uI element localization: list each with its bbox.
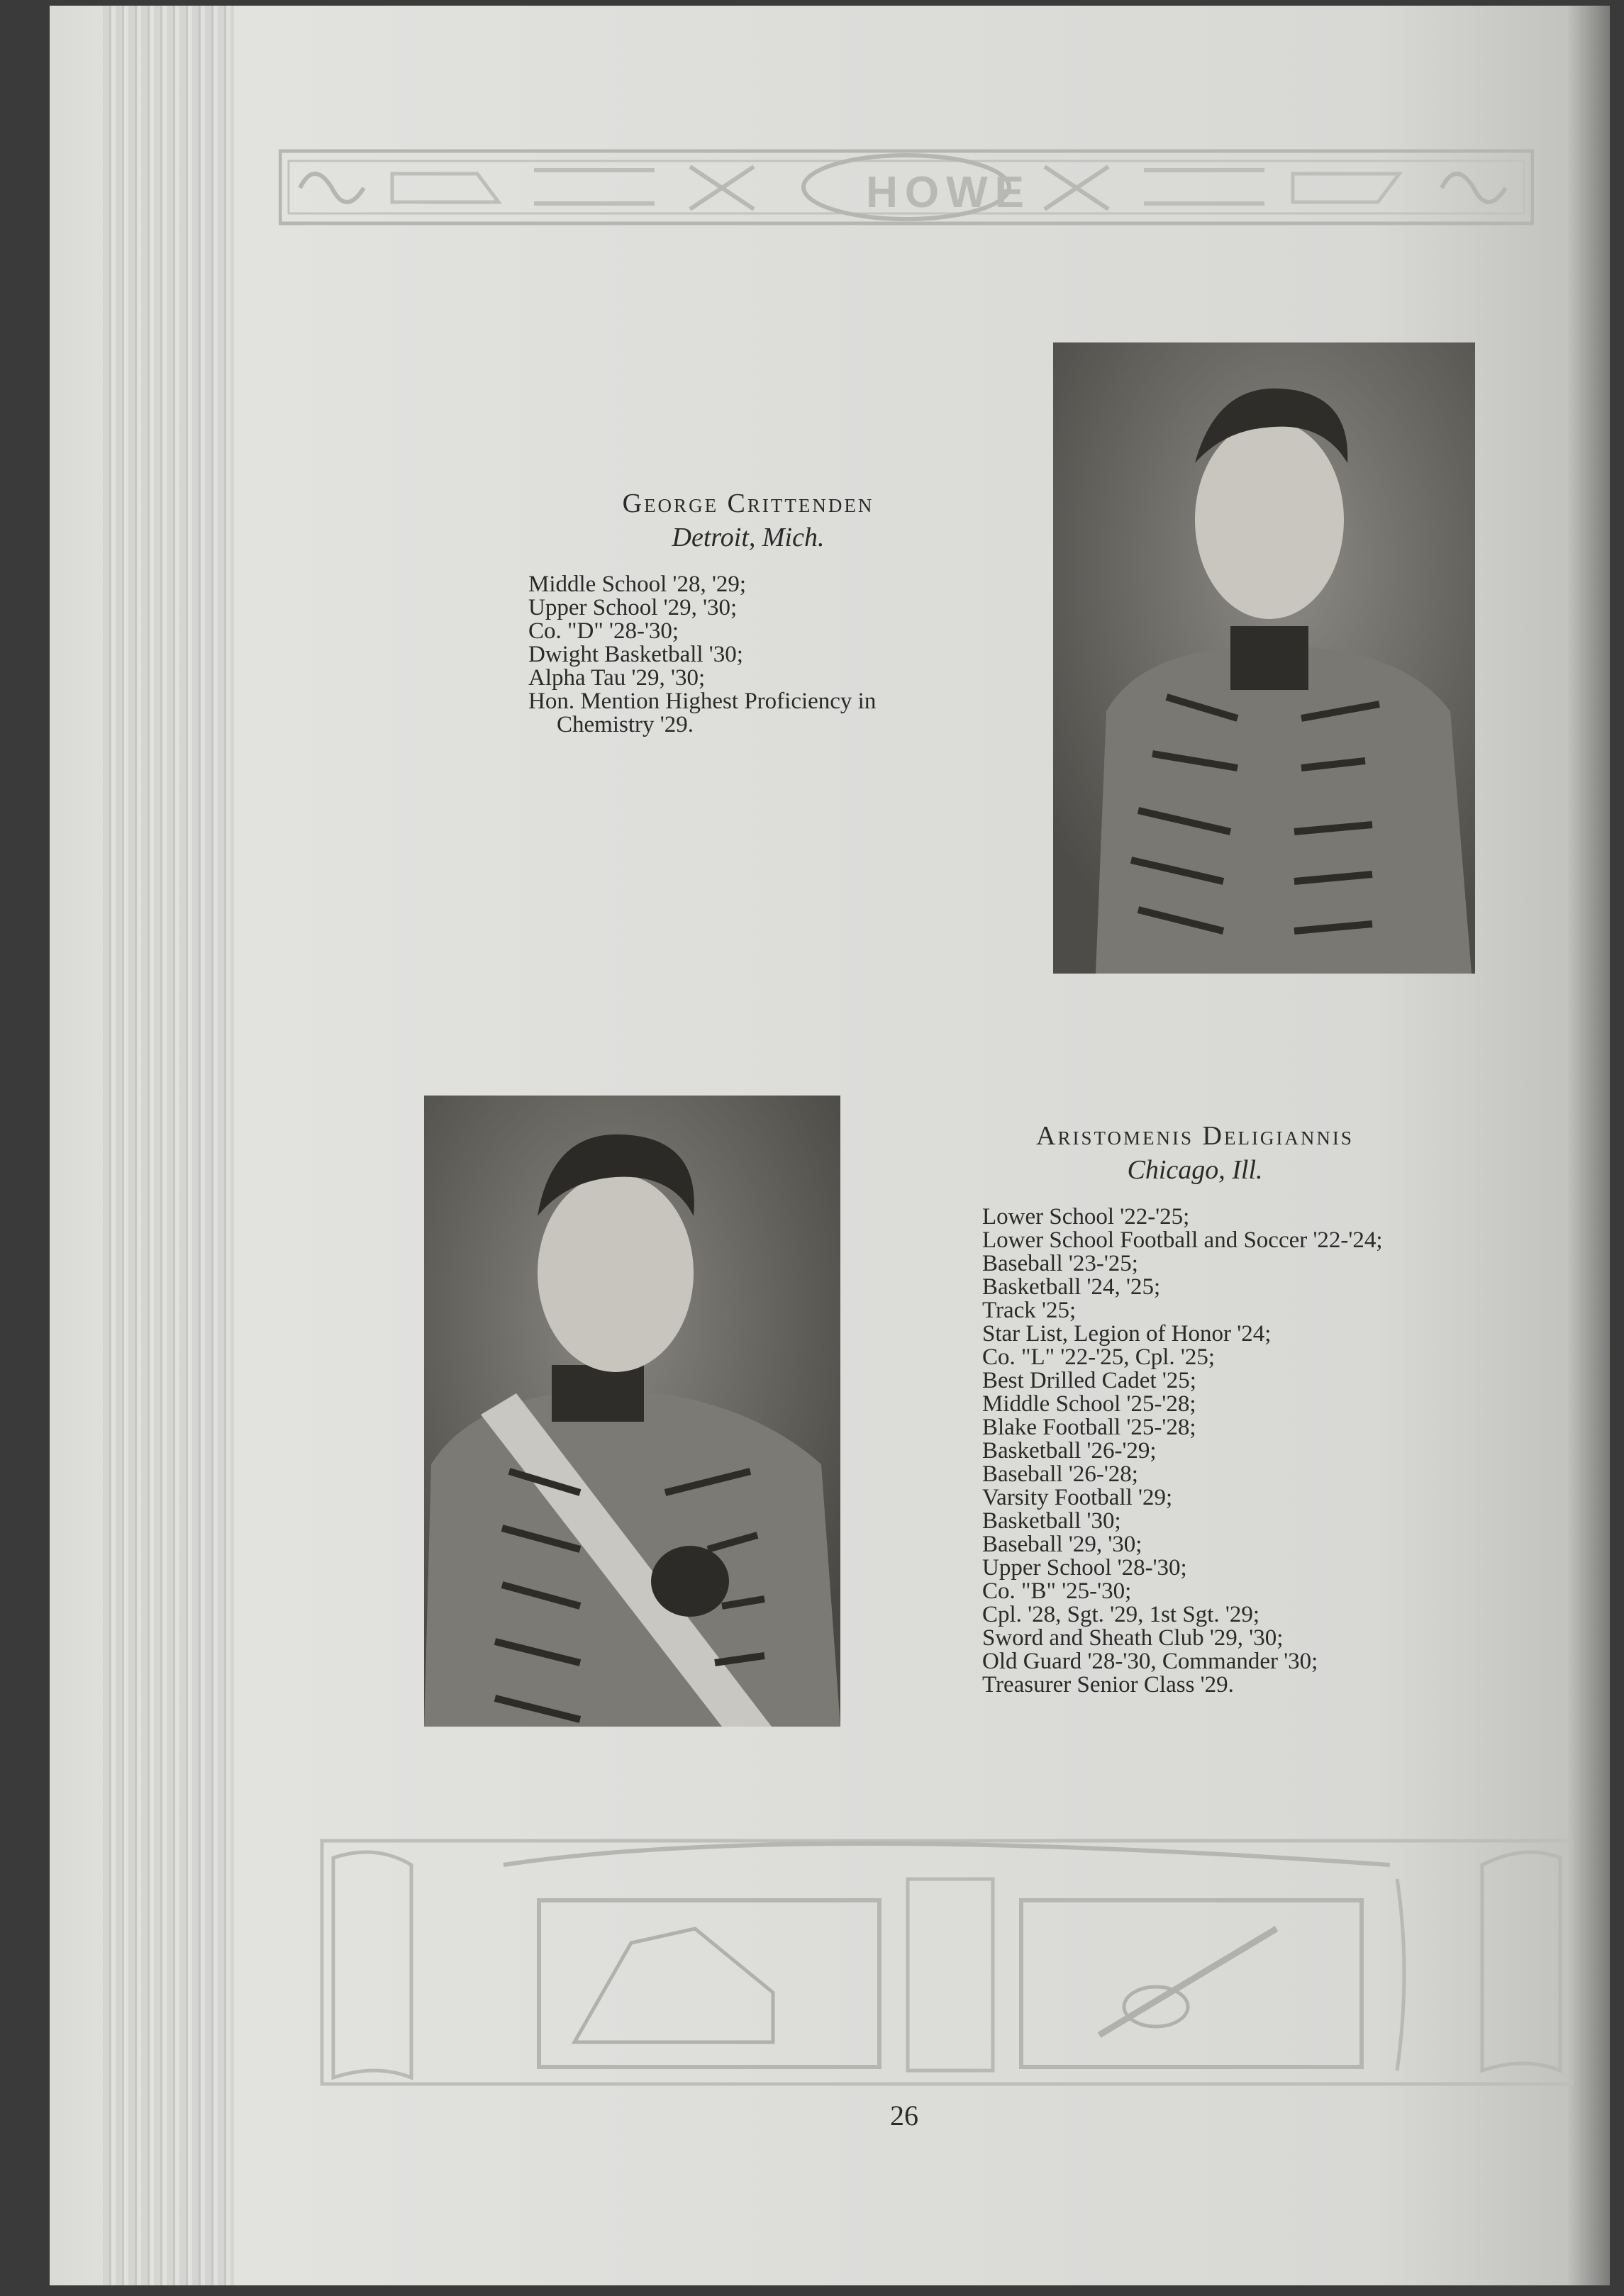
cadet-hometown: Chicago, Ill. (1127, 1155, 1263, 1185)
bio-line: Middle School '28, '29; (528, 572, 747, 597)
portrait-photo-crittenden (1053, 342, 1475, 974)
bio-line: Dwight Basketball '30; (528, 642, 743, 667)
bio-line: Upper School '28-'30; (982, 1555, 1187, 1581)
bio-line: Alpha Tau '29, '30; (528, 665, 706, 691)
bio-line: Basketball '26-'29; (982, 1438, 1157, 1464)
bio-line: Baseball '29, '30; (982, 1532, 1142, 1557)
bio-line: Baseball '23-'25; (982, 1251, 1138, 1276)
bio-line: Co. "L" '22-'25, Cpl. '25; (982, 1344, 1216, 1370)
footer-ornament (319, 1837, 1574, 2088)
bio-line: Co. "D" '28-'30; (528, 618, 679, 644)
bio-line: Middle School '25-'28; (982, 1391, 1196, 1417)
bio-line: Basketball '30; (982, 1508, 1121, 1534)
bio-line: Cpl. '28, Sgt. '29, 1st Sgt. '29; (982, 1602, 1259, 1627)
bio-line: Old Guard '28-'30, Commander '30; (982, 1649, 1318, 1674)
cadet-bio-deligiannis (982, 1120, 1408, 1697)
bio-line: Hon. Mention Highest Proficiency in Chemistry '29. (528, 689, 877, 737)
bio-line: Basketball '24, '25; (982, 1274, 1161, 1300)
bio-line: Best Drilled Cadet '25; (982, 1368, 1196, 1393)
page-number: 26 (890, 2100, 918, 2131)
bio-line: Upper School '29, '30; (528, 595, 738, 620)
bio-line: Co. "B" '25-'30; (982, 1578, 1132, 1604)
cadet-name: George Crittenden (622, 489, 874, 518)
portrait-photo-deligiannis (424, 1096, 840, 1727)
bio-line: Lower School Football and Soccer '22-'24; (982, 1227, 1383, 1253)
bio-line: Track '25; (982, 1298, 1077, 1323)
cadet-hometown: Detroit, Mich. (672, 523, 825, 552)
bio-line: Blake Football '25-'28; (982, 1415, 1196, 1440)
bio-line: Star List, Legion of Honor '24; (982, 1321, 1272, 1347)
bio-line: Lower School '22-'25; (982, 1204, 1190, 1230)
bio-line: Sword and Sheath Club '29, '30; (982, 1625, 1284, 1651)
header-title: HOWE (866, 168, 1031, 217)
bio-line: Varsity Football '29; (982, 1485, 1173, 1510)
bio-line: Treasurer Senior Class '29. (982, 1672, 1234, 1698)
cadet-name: Aristomenis Deligiannis (1036, 1121, 1354, 1151)
bio-line: Baseball '26-'28; (982, 1461, 1138, 1487)
cadet-bio-crittenden (528, 488, 968, 737)
page-binding-edge (103, 6, 234, 2285)
